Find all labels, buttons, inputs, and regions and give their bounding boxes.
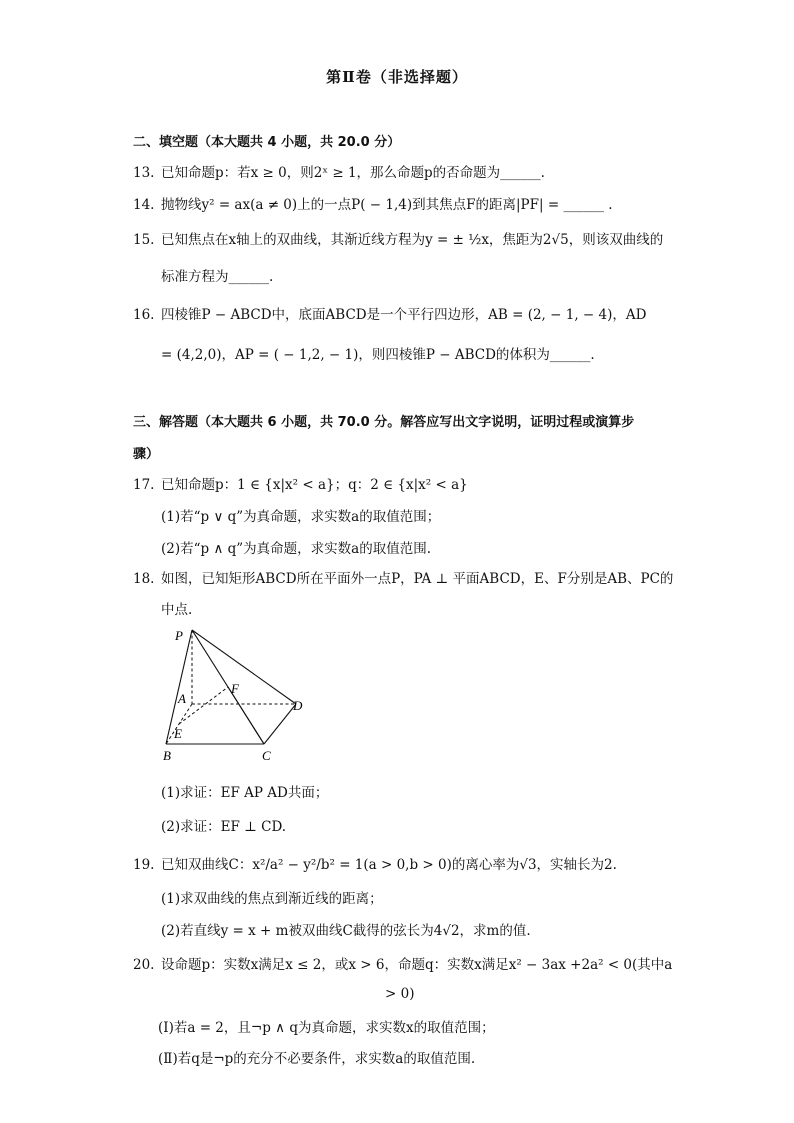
label-b: B	[163, 748, 171, 763]
question-17-part-1: (1)若“p ∨ q”为真命题，求实数a的取值范围；	[161, 509, 441, 525]
question-13	[133, 161, 545, 181]
question-18	[133, 567, 673, 587]
question-text: 设命题p：实数x满足x ≤ 2，或x > 6，命题q：实数x满足x² − 3ax +2a² < 0(其中a	[161, 957, 673, 973]
question-15-continuation: 标准方程为______.	[161, 269, 274, 285]
question-number: 13.	[133, 165, 155, 181]
question-16-continuation: = (4,2,0)，AP = ( − 1,2, − 1)，则四棱锥P − ABCD的体积为______.	[161, 347, 595, 363]
question-15	[133, 228, 663, 248]
question-number: 16.	[133, 307, 155, 323]
question-20-part-2: (Ⅱ)若q是¬p的充分不必要条件，求实数a的取值范围.	[158, 1051, 476, 1067]
label-c: C	[262, 748, 271, 763]
question-text: 已知命题p：1 ∈ {x|x² < a}；q：2 ∈ {x|x² < a}	[161, 477, 468, 493]
question-19	[133, 853, 617, 873]
question-17-part-2: (2)若“p ∧ q”为真命题，求实数a的取值范围.	[161, 541, 432, 557]
question-number: 18.	[133, 571, 155, 587]
question-19-part-2: (2)若直线y = x + m被双曲线C截得的弦长为4√2，求m的值.	[161, 923, 531, 939]
question-text: 已知双曲线C：x²/a² − y²/b² = 1(a > 0,b > 0)的离心率为√3，实轴长为2.	[161, 857, 617, 873]
label-a: A	[178, 691, 186, 706]
edge-cd	[264, 704, 296, 744]
edge-pd	[192, 630, 296, 704]
question-16	[133, 303, 646, 323]
question-14	[133, 193, 613, 213]
question-number: 19.	[133, 857, 155, 873]
question-19-part-1: (1)求双曲线的焦点到渐近线的距离；	[161, 891, 383, 907]
section-heading-answer: 三、解答题（本大题共 6 小题，共 70.0 分。解答应写出文字说明，证明过程或演算步	[133, 415, 635, 430]
page-title: 第Ⅱ卷（非选择题）	[326, 68, 468, 86]
question-18-part-2: (2)求证：EF ⊥ CD.	[161, 819, 287, 835]
question-number: 17.	[133, 477, 155, 493]
question-text: 如图，已知矩形ABCD所在平面外一点P，PA ⊥ 平面ABCD，E、F分别是AB、PC的	[161, 571, 674, 587]
question-18-part-1: (1)求证：EF AP AD共面；	[161, 785, 329, 801]
question-text: 抛物线y² = ax(a ≠ 0)上的一点P( − 1,4)到其焦点F的距离|PF| = ______ .	[161, 197, 613, 213]
question-20-continuation: > 0)	[385, 986, 415, 1002]
question-20	[133, 953, 672, 973]
question-17	[133, 473, 468, 493]
label-p: P	[175, 628, 183, 643]
pyramid-figure	[155, 620, 325, 770]
section-heading-fill-in: 二、填空题（本大题共 4 小题，共 20.0 分）	[133, 135, 401, 150]
question-text: 四棱锥P − ABCD中，底面ABCD是一个平行四边形，AB = (2, − 1, − 4)，AD	[161, 307, 647, 323]
label-d: D	[293, 698, 303, 713]
question-text: 已知命题p：若x ≥ 0，则2ˣ ≥ 1，那么命题p的否命题为______.	[161, 165, 545, 181]
label-e: E	[174, 726, 182, 741]
segment-ef-hidden	[179, 687, 228, 724]
question-number: 20.	[133, 957, 155, 973]
question-number: 15.	[133, 232, 155, 248]
question-number: 14.	[133, 197, 155, 213]
question-18-continuation: 中点.	[161, 602, 193, 618]
question-20-part-1: (Ⅰ)若a = 2，且¬p ∧ q为真命题，求实数x的取值范围；	[158, 1020, 495, 1036]
label-f: F	[231, 681, 239, 696]
section-heading-answer-continuation: 骤）	[133, 447, 160, 462]
question-text: 已知焦点在x轴上的双曲线，其渐近线方程为y = ± ½x，焦距为2√5，则该双曲线的	[161, 232, 664, 248]
